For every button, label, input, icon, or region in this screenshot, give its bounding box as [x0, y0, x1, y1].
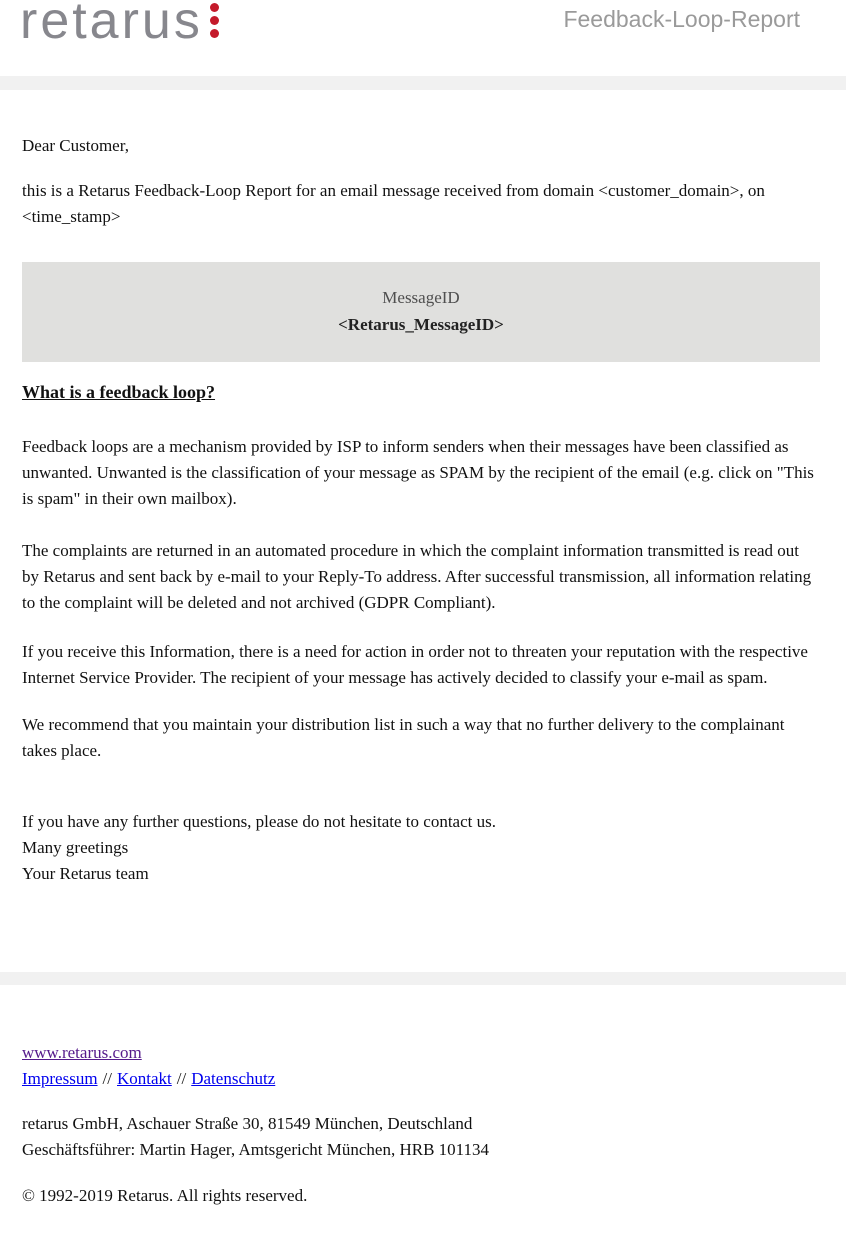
copyright-line: © 1992-2019 Retarus. All rights reserved. — [22, 1186, 308, 1205]
paragraph-recommendation: We recommend that you maintain your distribution list in such a way that no further delivery to the complainant takes place. — [22, 715, 785, 760]
section-heading: What is a feedback loop? — [22, 382, 216, 402]
paragraph-action-needed: If you receive this Information, there is a need for action in order not to threaten your reputation with the respective Internet Service Provider. The recipient of your message has actively decided to classify your e-mail as spam. — [22, 642, 808, 687]
logo-text: retarus — [20, 0, 203, 50]
address-line-1: retarus GmbH, Aschauer Straße 30, 81549 München, Deutschland — [22, 1114, 473, 1133]
signature-line: Your Retarus team — [22, 864, 149, 883]
bottom-divider-band — [0, 972, 846, 985]
top-divider-band — [0, 76, 846, 90]
messageid-box — [22, 262, 820, 362]
salutation: Dear Customer, — [22, 136, 129, 155]
impressum-link[interactable]: Impressum — [22, 1069, 98, 1088]
footer — [0, 1040, 846, 1209]
logo-dots-icon — [210, 3, 219, 39]
paragraph-feedback-loops: Feedback loops are a mechanism provided by ISP to inform senders when their messages have been classified as unwanted. Unwanted is the classification of your message as SPAM by the recipient of the email (e.g. click on "This is spam" in their own mailbox). — [22, 437, 814, 508]
report-title: Feedback-Loop-Report — [563, 6, 800, 32]
kontakt-link[interactable]: Kontakt — [117, 1069, 172, 1088]
company-address — [22, 1111, 820, 1163]
link-separator: // — [102, 1069, 112, 1088]
retarus-website-link[interactable]: www.retarus.com — [22, 1043, 142, 1062]
intro-paragraph: this is a Retarus Feedback-Loop Report for an email message received from domain <customer_domain>, on <time_stamp> — [22, 181, 765, 226]
paragraph-complaints: The complaints are returned in an automated procedure in which the complaint information transmitted is read out by Retarus and sent back by e-mail to your Reply-To address. After successful transmission, all information relating to the complaint will be deleted and not archived (GDPR Compliant). — [22, 541, 812, 612]
email-body — [0, 133, 846, 887]
link-separator: // — [176, 1069, 187, 1088]
greeting-line: Many greetings — [22, 838, 129, 857]
messageid-label: MessageID — [382, 288, 460, 307]
website-link-row — [22, 1040, 820, 1066]
datenschutz-link[interactable]: Datenschutz — [191, 1069, 276, 1088]
legal-links-row — [22, 1066, 820, 1092]
closing-block — [22, 809, 820, 887]
retarus-logo — [20, 0, 219, 48]
address-line-2: Geschäftsführer: Martin Hager, Amtsgericht München, HRB 101134 — [22, 1140, 490, 1159]
messageid-value: <Retarus_MessageID> — [338, 315, 504, 334]
header — [0, 0, 846, 76]
closing-line: If you have any further questions, please do not hesitate to contact us. — [22, 812, 496, 831]
footer-links — [22, 1040, 820, 1092]
